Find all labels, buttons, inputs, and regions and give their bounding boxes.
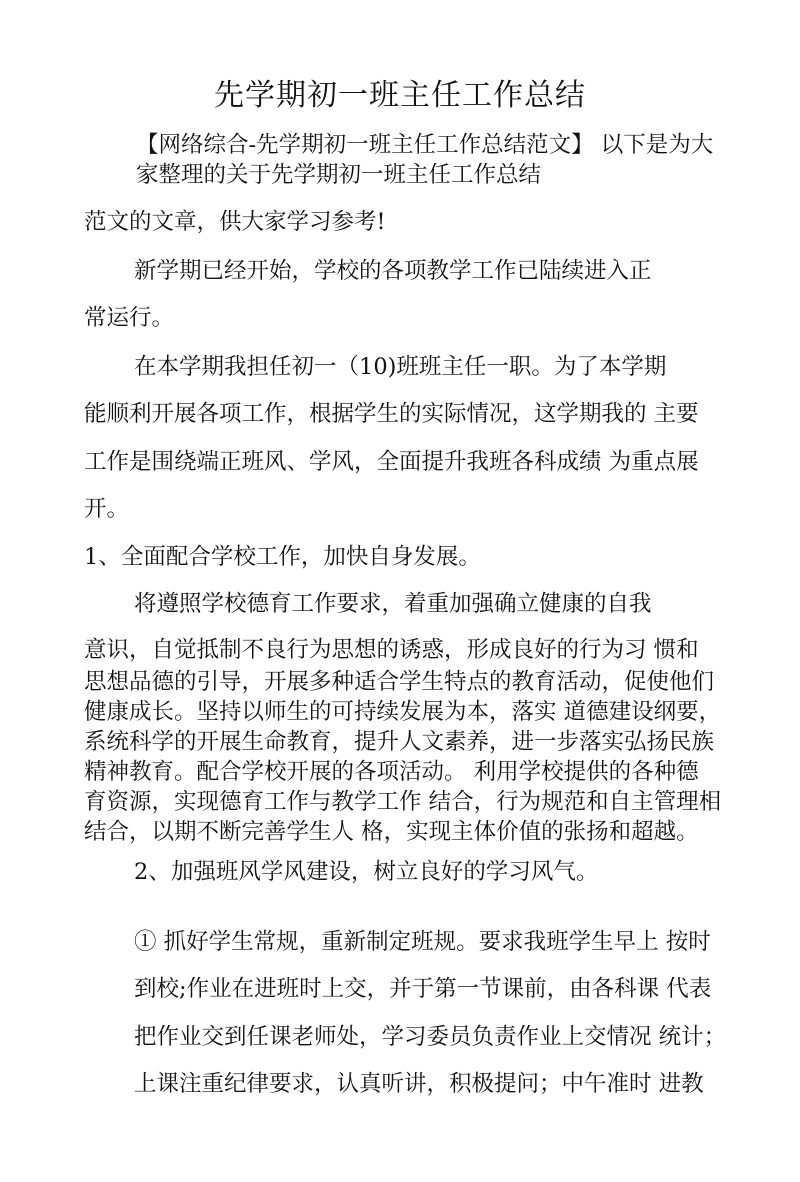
text-line: 家整理的关于先学期初一班主任工作总结	[136, 162, 542, 188]
text-line: 育资源，实现德育工作与教学工作 结合，行为规范和自主管理相	[84, 789, 722, 815]
text-line: 工作是围绕端正班风、学风，全面提升我班各科成绩 为重点展	[84, 449, 699, 475]
text-line: 上课注重纪律要求，认真听讲，积极提问；中午准时 进教	[134, 1071, 704, 1097]
text-line: ① 抓好学生常规，重新制定班规。要求我班学生早上 按时	[134, 929, 711, 955]
text-line: 精神教育。配合学校开展的各项活动。 利用学校提供的各种德	[84, 759, 699, 785]
text-line: 【网络综合-先学期初一班主任工作总结范文】 以下是为大	[136, 132, 714, 158]
text-line: 范文的文章，供大家学习参考!	[84, 209, 386, 235]
document-title: 先学期初一班主任工作总结	[214, 78, 586, 113]
text-line: 系统科学的开展生命教育，提升人文素养，进一步落实弘扬民族	[84, 729, 715, 755]
text-line: 结合，以期不断完善学生人 格，实现主体价值的张扬和超越。	[84, 819, 699, 845]
text-line: 思想品德的引导，开展多种适合学生特点的教育活动，促使他们	[84, 669, 715, 695]
text-line: 新学期已经开始，学校的各项教学工作已陆续进入正	[134, 258, 652, 284]
text-line: 到校;作业在进班时上交，并于第一节课前，由各科课 代表	[134, 976, 712, 1002]
text-line: 常运行。	[84, 305, 175, 331]
text-line: 把作业交到任课老师处，学习委员负责作业上交情况 统计；	[134, 1024, 727, 1050]
text-line: 开。	[84, 496, 130, 522]
text-line: 将遵照学校德育工作要求，着重加强确立健康的自我	[134, 591, 652, 617]
section-heading: 2、加强班风学风建设，树立良好的学习风气。	[134, 859, 599, 885]
text-line: 能顺利开展各项工作，根据学生的实际情况，这学期我的 主要	[84, 401, 699, 427]
text-line: 在本学期我担任初一（10)班班主任一职。为了本学期	[134, 354, 667, 380]
section-heading: 1、全面配合学校工作，加快自身发展。	[84, 544, 481, 570]
text-line: 健康成长。坚持以师生的可持续发展为本，落实 道德建设纲要，	[84, 699, 722, 725]
text-line: 意识，自觉抵制不良行为思想的诱惑，形成良好的行为习 惯和	[84, 637, 699, 663]
